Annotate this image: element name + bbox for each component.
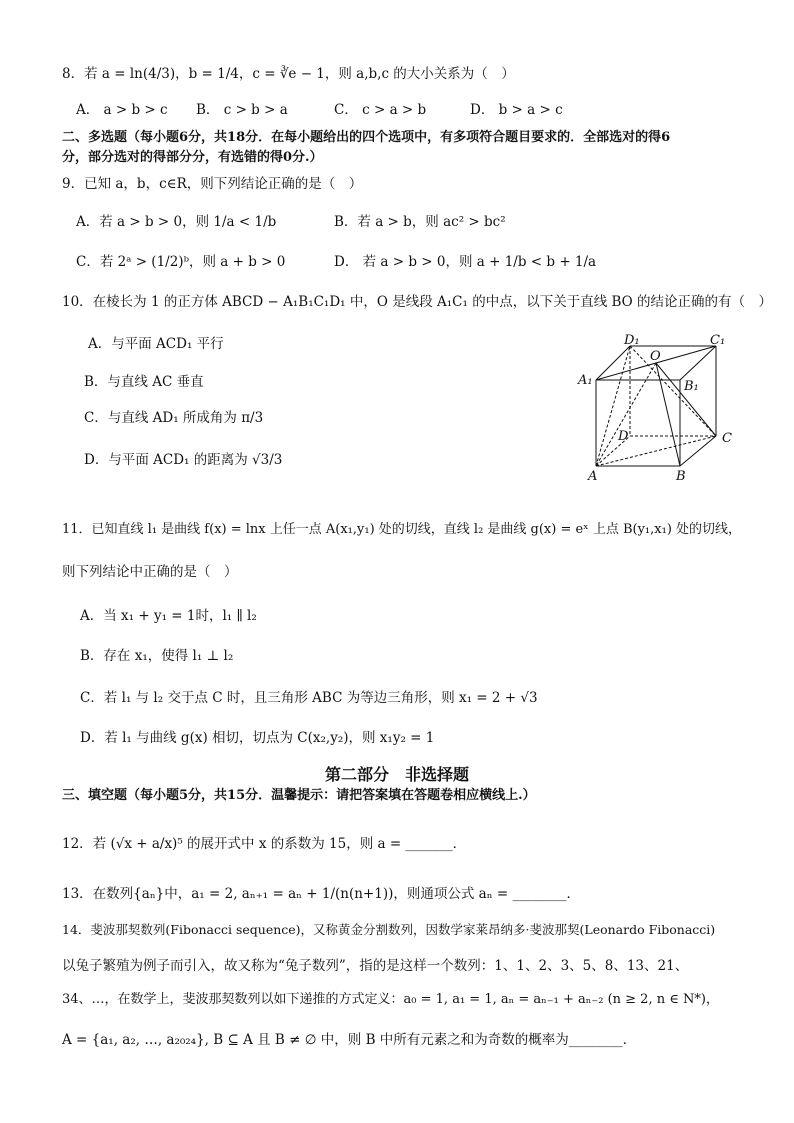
q11-stem-line1: 11．已知直线 l₁ 是曲线 f(x) = lnx 上任一点 A(x₁,y₁) 处的切线，直线 l₂ 是曲线 g(x) = eˣ 上点 B(y₁,x₁) 处的切线， xyxy=(62,522,742,537)
part2-title: 第二部分 非选择题 xyxy=(324,765,469,784)
q8-option-a: A． a > b > c xyxy=(76,102,168,118)
label-o: O xyxy=(650,349,661,364)
segment-ad1 xyxy=(596,346,630,466)
q11-option-b: B．存在 x₁，使得 l₁ ⊥ l₂ xyxy=(80,648,234,664)
q11-stem-line2: 则下列结论中正确的是（ ） xyxy=(62,564,238,580)
q12-stem: 12．若 (√x + a/x)⁵ 的展开式中 x 的系数为 15，则 a = _______． xyxy=(62,836,467,852)
q14-line3: 34、…，在数学上，斐波那契数列以如下递推的方式定义：a₀ = 1, a₁ = 1, aₙ = aₙ₋₁ + aₙ₋₂ (n ≥ 2, n ∈ N*)， xyxy=(62,992,719,1007)
label-a: A xyxy=(588,469,598,484)
q10-option-d: D．与平面 ACD₁ 的距离为 √3/3 xyxy=(84,452,283,468)
q14-line1: 14．斐波那契数列(Fibonacci sequence)，又称黄金分割数列，因数学家莱昂纳多·斐波那契(Leonardo Fibonacci) xyxy=(62,922,716,937)
section2-heading-line1: 二、多选题（每小题6分，共18分．在每小题给出的四个选项中，有多项符合题目要求的．全部选对的得6 xyxy=(62,130,671,145)
q10-option-a: A．与平面 ACD₁ 平行 xyxy=(88,336,224,352)
label-c1: C₁ xyxy=(710,333,726,348)
q10-option-b: B．与直线 AC 垂直 xyxy=(84,374,204,390)
q9-option-c: C．若 2ᵃ > (1/2)ᵇ，则 a + b > 0 xyxy=(76,254,286,270)
q10-stem: 10．在棱长为 1 的正方体 ABCD − A₁B₁C₁D₁ 中，O 是线段 A₁C₁ 的中点，以下关于直线 BO 的结论正确的有（ ） xyxy=(62,294,773,310)
section3-heading: 三、填空题（每小题5分，共15分．温馨提示：请把答案填在答题卷相应横线上.） xyxy=(62,788,536,803)
q13-stem: 13．在数列{aₙ}中，a₁ = 2, aₙ₊₁ = aₙ + 1/(n(n+1))，则通项公式 aₙ = ________． xyxy=(62,886,580,902)
q9-option-d: D． 若 a > b > 0，则 a + 1/b < b + 1/a xyxy=(334,254,597,270)
q8-option-b: B． c > b > a xyxy=(196,102,288,118)
q8-option-c: C． c > a > b xyxy=(334,102,427,118)
segment-oa xyxy=(596,363,656,466)
q14-line2: 以兔子繁殖为例子而引入，故又称为“兔子数列”，指的是这样一个数列：1、1、2、3、5、8、13、21、 xyxy=(62,958,689,974)
section2-heading-line2: 分，部分选对的得部分分，有选错的得0分.） xyxy=(62,150,323,165)
q11-option-d: D．若 l₁ 与曲线 g(x) 相切，切点为 C(x₂,y₂)，则 x₁y₂ = 1 xyxy=(80,730,435,746)
label-c: C xyxy=(722,431,732,446)
label-d: D xyxy=(618,429,629,444)
label-a1: A₁ xyxy=(578,373,593,388)
label-b: B xyxy=(676,469,686,484)
label-d1: D₁ xyxy=(624,333,640,348)
q9-option-b: B．若 a > b，则 ac² > bc² xyxy=(334,214,506,230)
q11-option-a: A．当 x₁ + y₁ = 1时，l₁ ∥ l₂ xyxy=(80,608,257,624)
segment-d1c xyxy=(630,346,716,436)
q8-stem: 8．若 a = ln(4/3)，b = 1/4，c = ∛e − 1，则 a,b,c 的大小关系为（ ） xyxy=(62,66,515,82)
cube-figure xyxy=(572,332,752,484)
q10-option-c: C．与直线 AD₁ 所成角为 π/3 xyxy=(84,410,264,426)
q9-option-a: A．若 a > b > 0，则 1/a < 1/b xyxy=(76,214,277,230)
label-b1: B₁ xyxy=(684,379,699,394)
q9-stem: 9．已知 a，b，c∈R，则下列结论正确的是（ ） xyxy=(62,176,363,192)
q11-option-c: C．若 l₁ 与 l₂ 交于点 C 时，且三角形 ABC 为等边三角形，则 x₁ = 2 + √3 xyxy=(80,690,538,706)
q14-line4: A = {a₁, a₂, …, a₂₀₂₄}, B ⊆ A 且 B ≠ ∅ 中，则 B 中所有元素之和为奇数的概率为________． xyxy=(62,1032,637,1048)
q8-option-d: D． b > a > c xyxy=(470,102,563,118)
